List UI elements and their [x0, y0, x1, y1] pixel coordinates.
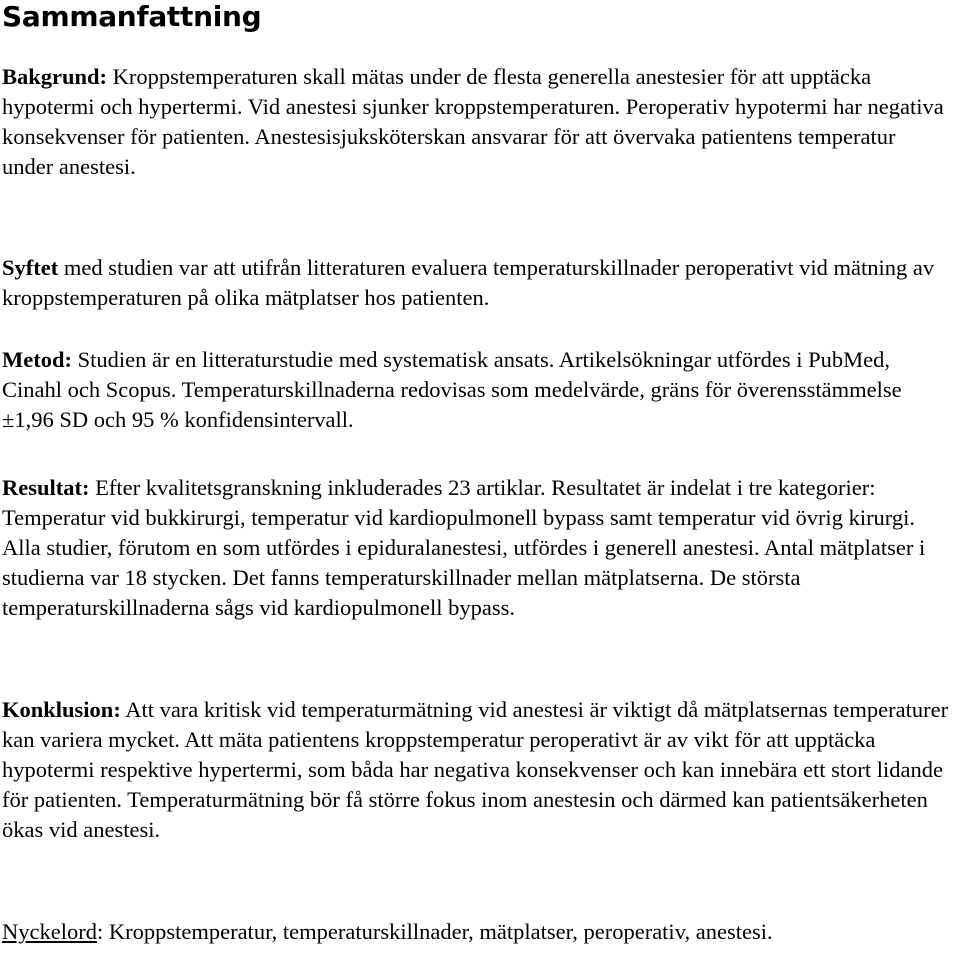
- section-bakgrund: [0, 62, 950, 182]
- section-label-bakgrund: Bakgrund:: [2, 64, 108, 89]
- section-label-resultat: Resultat:: [2, 475, 90, 500]
- section-label-nyckelord-colon: :: [96, 919, 104, 944]
- section-syftet: [0, 253, 950, 313]
- section-resultat: [0, 473, 950, 623]
- section-nyckelord: [0, 917, 950, 947]
- section-label-konklusion: Konklusion:: [2, 697, 121, 722]
- section-label-syftet: Syftet: [2, 255, 59, 280]
- section-text-konklusion: Att vara kritisk vid temperaturmätning vid anestesi är viktigt då mätplatsernas temperaturer kan variera mycket. Att mäta patientens kroppstemperatur peroperativt är av vikt för att upptäcka hypotermi respektive hypertermi, som båda har negativa konsekvenser och kan innebära ett stort lidande för patienten. Temperaturmätning bör få större fokus inom anestesin och därmed kan patientsäkerheten ökas vid anestesi.: [2, 697, 949, 842]
- section-text-resultat: Efter kvalitetsgranskning inkluderades 23 artiklar. Resultatet är indelat i tre kategorier: Temperatur vid bukkirurgi, temperatur vid kardiopulmonell bypass samt temperatur vid övrig kirurgi. Alla studier, förutom en som utfördes i epiduralanestesi, utfördes i generell anestesi. Antal mätplatser i studierna var 18 stycken. Det fanns temperaturskillnader mellan mätplatserna. De största temperaturskillnaderna sågs vid kardiopulmonell bypass.: [2, 475, 926, 620]
- page-title: Sammanfattning: [2, 0, 262, 33]
- section-konklusion: [0, 695, 960, 845]
- section-text-syftet: med studien var att utifrån litteraturen evaluera temperaturskillnader peroperativt vid mätning av kroppstemperaturen på olika mätplatser hos patienten.: [2, 255, 935, 310]
- section-label-metod: Metod:: [2, 347, 72, 372]
- section-metod: [0, 345, 950, 435]
- section-text-nyckelord: Kroppstemperatur, temperaturskillnader, mätplatser, peroperativ, anestesi.: [103, 919, 773, 944]
- section-text-metod: Studien är en litteraturstudie med systematisk ansats. Artikelsökningar utfördes i PubMed, Cinahl och Scopus. Temperaturskillnaderna redovisas som medelvärde, gräns för överensstämmelse ±1,96 SD och 95 % konfidensintervall.: [2, 347, 902, 432]
- section-label-nyckelord: Nyckelord: [2, 919, 97, 944]
- section-text-bakgrund: Kroppstemperaturen skall mätas under de flesta generella anestesier för att upptäcka hypotermi och hypertermi. Vid anestesi sjunker kroppstemperaturen. Peroperativ hypotermi har negativa konsekvenser för patienten. Anestesisjuksköterskan ansvarar för att övervaka patientens temperatur under anestesi.: [2, 64, 944, 179]
